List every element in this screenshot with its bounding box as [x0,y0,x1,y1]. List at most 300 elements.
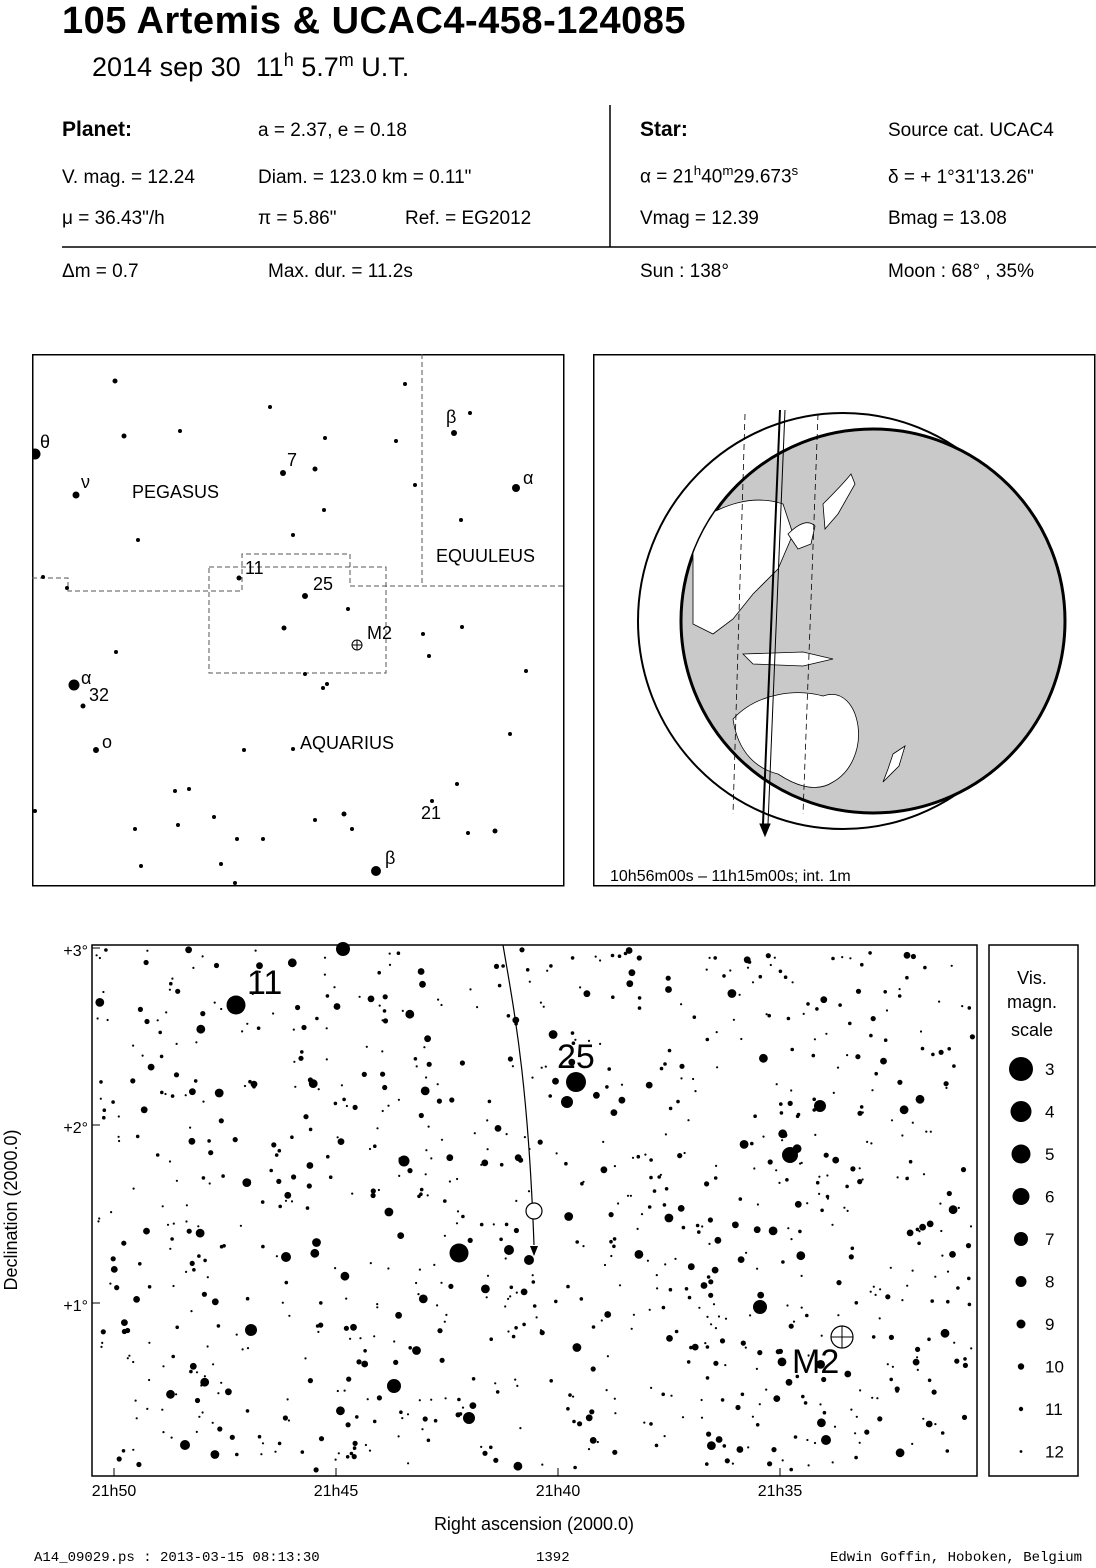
field-star [169,989,171,991]
field-star [318,1088,320,1090]
field-star [667,987,671,991]
field-star [326,1027,328,1029]
x-tick-2145: 21h45 [313,1483,359,1500]
field-star [246,1297,250,1301]
field-star [635,1250,644,1259]
field-star [722,974,726,978]
field-star [393,1360,398,1365]
field-star [380,1072,385,1077]
field-star [337,1390,339,1392]
field-star [456,1178,458,1180]
field-star [773,1395,780,1402]
field-star [604,1311,611,1318]
constellation-star [466,831,470,835]
field-star [161,1409,163,1411]
field-star [970,1225,972,1227]
field-star [823,1411,827,1415]
field-star [341,1084,343,1086]
field-star [592,1325,596,1329]
field-star [95,998,104,1007]
field-star [597,1441,599,1443]
field-star [309,1128,313,1132]
label-theta: θ [40,432,51,452]
field-star [895,1389,899,1393]
field-star [665,1133,667,1135]
field-star [949,1251,956,1258]
constellation-star [323,436,327,440]
field-star [614,1165,616,1167]
field-star [765,1389,767,1391]
field-star [524,1136,526,1138]
field-star [860,1105,864,1109]
field-star [696,1224,700,1228]
constellation-star [261,837,265,841]
field-star [669,1107,673,1111]
label-aquarius: AQUARIUS [300,733,395,753]
scale-dot-mag-6 [1013,1188,1030,1205]
field-star [909,1160,913,1164]
field-star [946,1449,950,1453]
field-star [369,1450,371,1452]
field-star [434,1419,438,1423]
field-star [146,950,148,952]
field-star [445,1397,447,1399]
field-star [649,1176,653,1180]
field-star [378,1189,380,1191]
field-star [480,1223,484,1227]
field-star [801,1275,803,1277]
field-star [896,1448,905,1457]
field-star [107,1019,109,1021]
field-star [540,1329,542,1331]
field-star [716,1031,718,1033]
constellation-star [187,787,191,791]
planet-orbit: a = 2.37, e = 0.18 [258,120,407,141]
field-star [899,988,901,990]
field-star [276,1179,281,1184]
field-star [353,1105,358,1110]
field-star [886,1009,888,1011]
constellation-star [291,533,295,537]
scale-dot-mag-8 [1016,1276,1027,1287]
field-star [164,1093,166,1095]
field-star [601,1319,603,1321]
field-star [353,1441,358,1446]
field-star [735,1405,740,1410]
field-star [202,1101,204,1103]
field-star [918,1230,920,1232]
footer-page: 1392 [536,1550,570,1566]
field-star [382,1019,384,1021]
field-star [566,1407,570,1411]
field-star [968,1303,972,1307]
field-star [880,1058,887,1065]
field-star [701,1225,703,1227]
field-star [531,1077,533,1079]
field-star [941,1255,943,1257]
field-star [121,1319,128,1326]
field-star [383,1018,388,1023]
field-star [215,1089,224,1098]
field-star [941,1329,950,1338]
field-star [713,1361,718,1366]
scale-dot-mag-11 [1019,1407,1023,1411]
field-star [430,1157,432,1159]
constellation-star [242,748,246,752]
field-star [148,1342,150,1344]
field-star [708,1279,713,1284]
field-star [605,1085,609,1089]
field-star [197,1254,201,1258]
field-star [708,1243,710,1245]
field-star [202,1411,204,1413]
field-star [219,1118,224,1123]
constellation-star [81,704,86,709]
field-star [812,1054,816,1058]
field-star [641,1213,643,1215]
field-star [834,1426,836,1428]
field-star [661,1393,665,1397]
field-star [577,1421,582,1426]
field-star [766,953,771,958]
field-star [470,1402,477,1409]
bright-star [387,1379,401,1393]
field-star [160,1055,164,1059]
field-star [217,1392,219,1394]
field-star [176,1180,178,1182]
field-star [870,1142,872,1144]
field-star [345,1298,347,1300]
field-star [288,958,297,967]
field-star [819,1403,821,1405]
bright-star [753,1300,767,1314]
field-star [932,1390,937,1395]
field-star [665,1187,669,1191]
field-star [660,1067,664,1071]
field-star [349,1338,351,1340]
field-star [747,1446,749,1448]
field-star [318,1323,323,1328]
constellation-star [173,789,177,793]
field-star [529,981,531,983]
constellation-star [508,732,512,736]
field-star [698,1307,700,1309]
field-star [753,1167,755,1169]
field-star [158,1031,162,1035]
field-star [710,1323,712,1325]
field-star [476,1006,478,1008]
field-star [687,1360,691,1364]
field-star [749,1314,751,1316]
field-star [220,1008,222,1010]
constellation-star [524,669,528,673]
field-star [489,1446,493,1450]
field-star [352,1454,357,1459]
field-star [353,1448,355,1450]
field-star [185,946,192,953]
field-star [366,1046,368,1048]
field-star [433,1264,435,1266]
field-star [554,1300,558,1304]
field-star [148,1285,152,1289]
field-star [294,1086,296,1088]
field-star [457,1210,459,1212]
field-star [306,1206,310,1210]
field-star [571,956,575,960]
field-star [968,1006,972,1010]
scale-dot-mag-7 [1014,1232,1028,1246]
field-star [947,1191,952,1196]
field-star [647,1260,649,1262]
field-star [911,1443,913,1445]
field-star [138,1007,143,1012]
field-star [782,1133,787,1138]
field-star [371,1193,376,1198]
field-star [921,1047,925,1051]
field-star [961,1167,966,1172]
field-star [928,1379,932,1383]
field-star [747,967,749,969]
field-star [202,1292,207,1297]
field-star [275,1153,279,1157]
field-star [486,1296,488,1298]
field-star [927,1221,934,1228]
field-star [859,1442,861,1444]
field-star [456,1412,461,1417]
field-star [402,1010,404,1012]
field-star [911,954,916,959]
field-star [121,1241,126,1246]
field-star [355,1415,359,1419]
constellation-map [32,354,566,888]
field-star [801,1395,805,1399]
field-star [915,1347,920,1352]
field-star [692,1344,699,1351]
field-star [582,1245,584,1247]
field-star [488,1100,492,1104]
field-star [831,1224,833,1226]
field-star [855,1054,860,1059]
star-heading: Star: [640,118,688,141]
field-star [845,1185,849,1189]
field-star [367,1398,369,1400]
field-star [346,1105,348,1107]
field-star [619,1097,626,1104]
field-star [891,1119,893,1121]
field-star [872,1335,876,1339]
field-star [541,1464,543,1466]
field-star [814,1038,816,1040]
field-star [646,1082,653,1089]
field-star [189,1127,191,1129]
ra-m-unit: m [722,163,734,178]
constellation-star [233,881,237,885]
field-star [521,1289,528,1296]
field-star [580,1297,584,1301]
field-star [838,1003,842,1007]
field-star [643,1422,645,1424]
field-star [241,1030,243,1032]
bright-star [814,1100,826,1112]
field-star [247,1347,249,1349]
field-star [350,1324,357,1331]
field-star [240,1225,242,1227]
field-star [207,1345,209,1347]
field-star [489,1337,493,1341]
field-star [356,1359,361,1364]
field-star [871,1089,873,1091]
field-star [750,1142,754,1146]
field-star [192,967,194,969]
field-star [407,1168,412,1173]
star-chart [0,930,1096,1550]
field-star [420,1188,424,1192]
field-star [589,1409,594,1414]
field-star [779,1102,783,1106]
field-star [609,1212,614,1217]
field-star [590,1437,597,1444]
field-star [102,1116,106,1120]
field-star [405,1010,414,1019]
scale-label-mag-8: 8 [1045,1272,1055,1292]
field-star [898,994,902,998]
scale-title-3: scale [1010,1020,1054,1040]
field-star [939,1050,944,1055]
field-star [481,1285,490,1294]
field-star [198,1416,200,1418]
field-star [611,1109,618,1116]
field-star [197,1225,199,1227]
field-star [173,1223,175,1225]
field-star [449,1180,451,1182]
field-star [334,1267,336,1269]
field-star [418,968,425,975]
field-star [122,1329,127,1334]
field-star [482,1451,487,1456]
field-star [498,984,502,988]
field-star [818,1193,820,1195]
field-star [859,1389,861,1391]
field-star [132,1361,134,1363]
field-star [487,1275,489,1277]
field-star [111,1266,118,1273]
field-star [913,1359,920,1366]
field-star [917,1369,919,1371]
field-star [739,994,741,996]
moon-info: Moon : 68° , 35% [888,261,1034,282]
field-star [276,1255,278,1257]
field-star [806,1202,808,1204]
field-star [941,1431,945,1435]
field-star [196,1025,205,1034]
field-star [138,1262,142,1266]
constellation-star [122,434,127,439]
field-star [767,1461,772,1466]
ra-h-unit: h [693,163,702,178]
field-star [532,1280,536,1284]
x-tick-2135: 21h35 [757,1483,803,1500]
constellation-star [371,866,381,876]
field-star [233,1137,238,1142]
field-star [934,1423,936,1425]
field-star [850,1166,855,1171]
field-star [383,1009,387,1013]
constellation-star [65,586,69,590]
field-star [141,1106,148,1113]
field-star [607,1355,609,1357]
field-star [740,1140,749,1149]
field-star [871,1016,876,1021]
field-star [507,1330,509,1332]
field-star [706,1038,710,1042]
field-star [851,1247,855,1251]
field-star [619,1284,621,1286]
field-star [507,1298,509,1300]
field-star [368,996,375,1003]
field-star [940,1230,942,1232]
field-star [883,990,887,994]
field-star [767,1014,771,1018]
field-star [200,1378,209,1387]
bright-star [450,1244,469,1263]
field-star [701,1282,708,1289]
field-star [759,1054,768,1063]
field-star [804,1401,808,1405]
field-star [546,970,548,972]
field-star [869,1034,873,1038]
field-star [674,1258,676,1260]
field-star [676,1100,680,1104]
field-star [382,1110,384,1112]
field-star [361,1361,368,1368]
field-star [441,1139,443,1141]
constellation-star [212,815,216,819]
label-equuleus: EQUULEUS [436,546,536,566]
scale-label-mag-10: 10 [1045,1357,1064,1377]
field-star [414,1057,418,1061]
field-star [832,1157,839,1164]
field-star [443,1199,447,1203]
field-star [797,1113,801,1117]
constellation-star [133,827,137,831]
field-star [423,1046,425,1048]
field-star [607,1067,611,1071]
field-star [383,994,388,999]
field-star [733,1019,735,1021]
field-star [359,1337,361,1339]
field-star [142,1055,144,1057]
field-star [644,1154,646,1156]
field-star [906,1285,908,1287]
field-star [437,1099,442,1104]
field-star [787,1227,789,1229]
label-beta-peg: β [446,407,457,427]
field-star [146,1408,148,1410]
field-star [423,1416,428,1421]
field-star [907,1177,909,1179]
constellation-star [459,518,463,522]
field-star [707,1441,716,1450]
constellation-star [303,672,307,676]
field-star [496,1390,500,1394]
field-star [196,1229,205,1238]
field-star [666,976,671,981]
field-star [169,1160,171,1162]
delta-mag: Δm = 0.7 [62,261,139,282]
field-star [515,1154,522,1161]
ut-label: U.T. [361,52,410,82]
field-star [132,1449,134,1451]
